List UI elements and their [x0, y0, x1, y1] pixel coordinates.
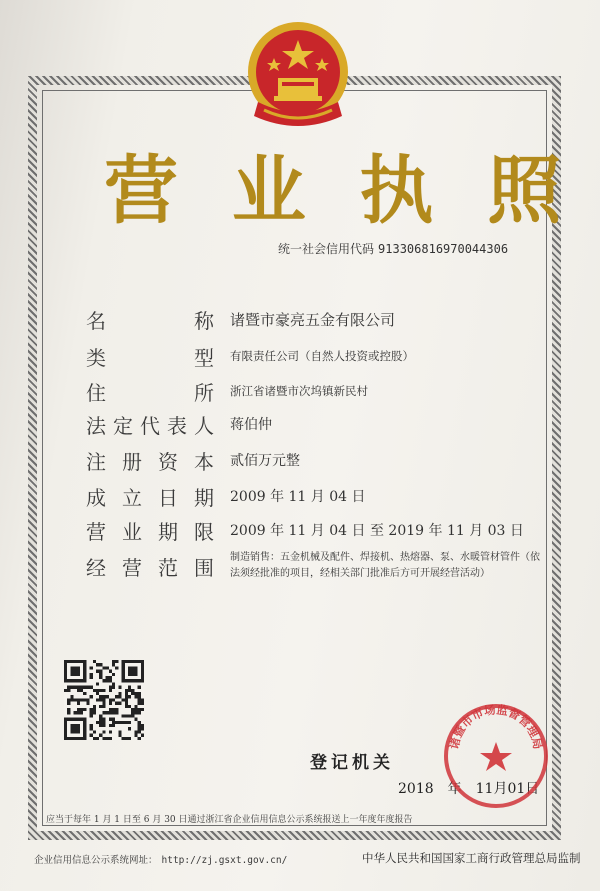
field-value: 2009 年 11 月 04 日	[230, 489, 366, 505]
field-name	[86, 304, 395, 334]
credit-code-label: 统一社会信用代码	[278, 242, 375, 256]
official-seal-icon	[440, 700, 552, 812]
page-title: 营 业 执 照	[104, 148, 576, 234]
system-site-label: 企业信用信息公示系统网址：	[34, 855, 158, 866]
issuer-text: 中华人民共和国国家工商行政管理总局监制	[362, 851, 581, 865]
field-value: 诸暨市豪亮五金有限公司	[230, 310, 396, 329]
credit-code-value: 913306816970044306	[378, 242, 509, 256]
system-site	[34, 852, 287, 866]
field-label: 成 立 日 期	[86, 485, 214, 510]
field-capital	[86, 445, 300, 475]
registration-date: 2018 年 11月01日	[398, 781, 540, 797]
field-label: 名 称	[86, 308, 214, 333]
field-label: 注 册 资 本	[86, 449, 214, 474]
field-term	[86, 515, 524, 545]
field-label: 法 定 代 表 人	[86, 413, 214, 438]
national-emblem-icon	[244, 18, 352, 136]
svg-text:诸暨市市场监督管理局: 诸暨市市场监督管理局	[446, 702, 546, 751]
field-established	[86, 481, 366, 511]
field-legal-rep	[86, 409, 272, 439]
field-value: 贰佰万元整	[230, 453, 300, 469]
field-value: 蒋伯仲	[230, 417, 272, 433]
field-value: 浙江省诸暨市次坞镇新民村	[230, 384, 368, 398]
business-scope: 制造销售：五金机械及配件、焊接机、热熔器、泵、水暖管材管件（依法须经批准的项目，经相关部门批准后方可开展经营活动）	[230, 552, 540, 579]
qr-code-icon[interactable]	[64, 660, 144, 740]
field-address	[86, 376, 368, 406]
field-label: 类 型	[86, 345, 214, 370]
field-label: 经 营 范 围	[86, 556, 214, 580]
field-label: 营 业 期 限	[86, 519, 214, 544]
field-type	[86, 341, 414, 371]
field-label: 住 所	[86, 380, 214, 405]
annual-report-note: 应当于每年 1 月 1 日至 6 月 30 日通过浙江省企业信用信息公示系统报送上一年度年度报告	[46, 815, 413, 825]
system-site-url[interactable]: http://zj.gsxt.gov.cn/	[161, 855, 288, 866]
field-value: 有限责任公司（自然人投资或控股）	[230, 349, 414, 363]
field-value: 2009 年 11 月 04 日 至 2019 年 11 月 03 日	[230, 523, 524, 539]
credit-code	[278, 240, 508, 257]
registration-authority-label: 登记机关	[310, 753, 394, 773]
